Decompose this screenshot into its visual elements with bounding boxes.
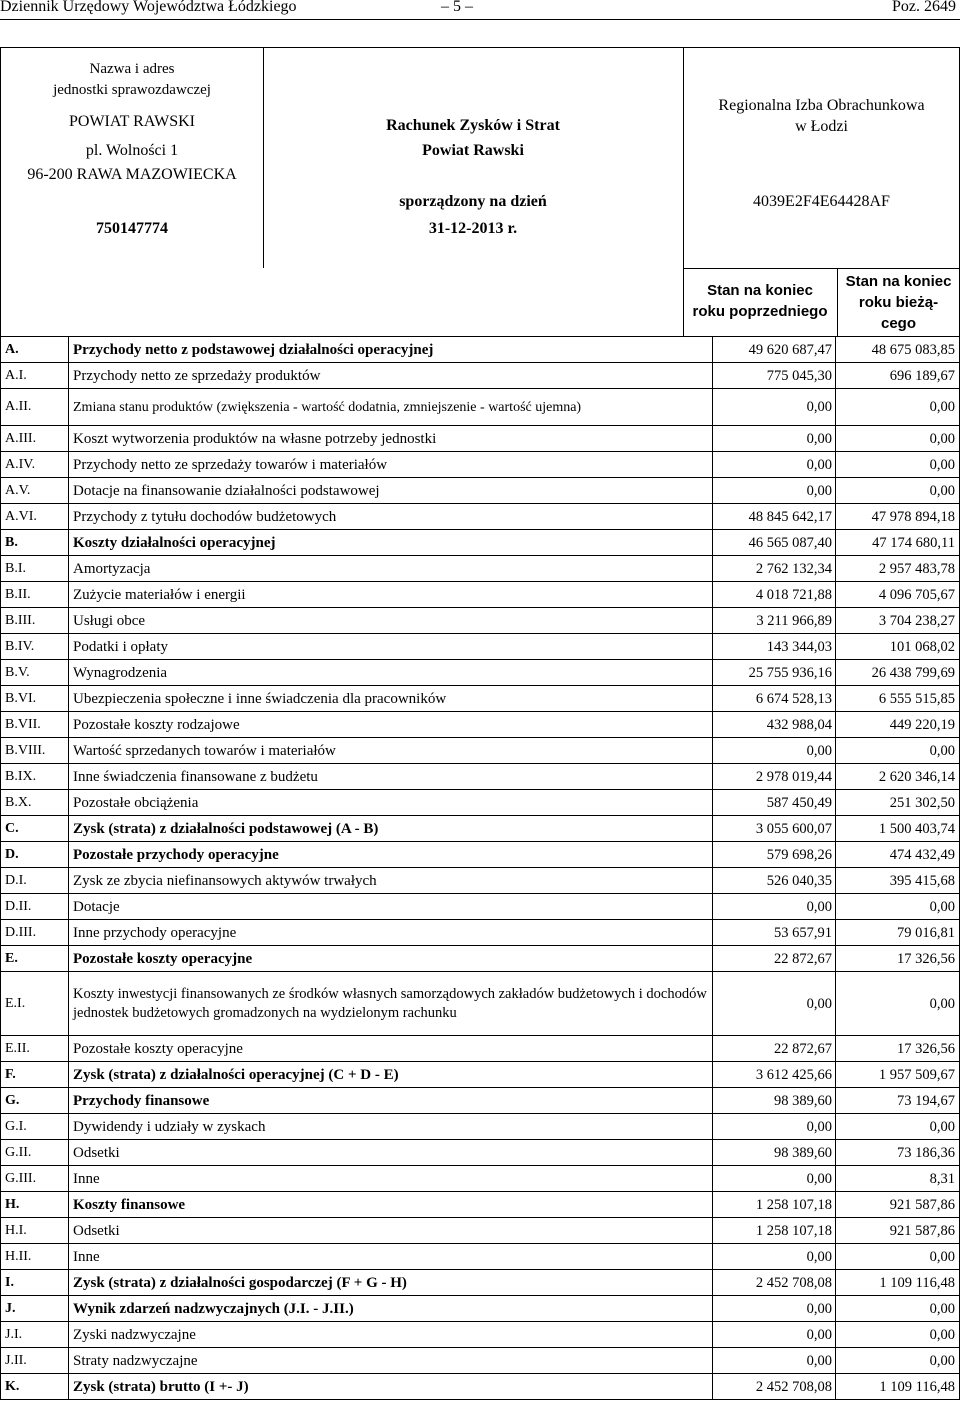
row-prev-value: 0,00 — [713, 1296, 836, 1322]
table-row — [1, 894, 960, 920]
row-code: G.II. — [1, 1140, 69, 1166]
row-description: Inne przychody operacyjne — [69, 920, 713, 946]
row-prev-value: 4 018 721,88 — [713, 582, 836, 608]
table-row — [1, 582, 960, 608]
row-curr-value: 921 587,86 — [836, 1192, 960, 1218]
row-code: K. — [1, 1374, 69, 1400]
table-row — [1, 1114, 960, 1140]
table-row — [1, 1088, 960, 1114]
row-prev-value: 98 389,60 — [713, 1140, 836, 1166]
col-curr-1: Stan na koniec — [845, 273, 952, 290]
row-curr-value: 1 109 116,48 — [836, 1374, 960, 1400]
row-prev-value: 2 452 708,08 — [713, 1374, 836, 1400]
row-description: Inne świadczenia finansowane z budżetu — [69, 764, 713, 790]
row-prev-value: 0,00 — [713, 452, 836, 478]
row-code: A.V. — [1, 478, 69, 504]
table-row — [1, 842, 960, 868]
row-prev-value: 587 450,49 — [713, 790, 836, 816]
row-prev-value: 0,00 — [713, 389, 836, 426]
row-description: Zyski nadzwyczajne — [69, 1322, 713, 1348]
row-code: F. — [1, 1062, 69, 1088]
col-prev-2: roku poprzedniego — [692, 303, 828, 320]
row-curr-value: 474 432,49 — [836, 842, 960, 868]
table-row — [1, 337, 960, 363]
row-prev-value: 143 344,03 — [713, 634, 836, 660]
table-row — [1, 1062, 960, 1088]
table-row — [1, 1296, 960, 1322]
row-curr-value: 0,00 — [836, 1296, 960, 1322]
row-prev-value: 46 565 087,40 — [713, 530, 836, 556]
report-subtitle: Powiat Rawski — [422, 142, 524, 159]
row-code: G. — [1, 1088, 69, 1114]
journal-title: Dziennik Urzędowy Województwa Łódzkiego — [0, 0, 297, 15]
table-row — [1, 556, 960, 582]
row-prev-value: 0,00 — [713, 1322, 836, 1348]
table-row — [1, 816, 960, 842]
row-prev-value: 0,00 — [713, 1166, 836, 1192]
row-description: Ubezpieczenia społeczne i inne świadczenia dla pracowników — [69, 686, 713, 712]
row-prev-value: 0,00 — [713, 478, 836, 504]
row-curr-value: 0,00 — [836, 426, 960, 452]
row-prev-value: 3 211 966,89 — [713, 608, 836, 634]
row-prev-value: 3 612 425,66 — [713, 1062, 836, 1088]
table-row — [1, 1036, 960, 1062]
row-prev-value: 48 845 642,17 — [713, 504, 836, 530]
row-curr-value: 0,00 — [836, 1322, 960, 1348]
row-description: Zysk (strata) z działalności podstawowej (A - B) — [69, 816, 713, 842]
row-prev-value: 526 040,35 — [713, 868, 836, 894]
row-curr-value: 2 620 346,14 — [836, 764, 960, 790]
row-curr-value: 395 415,68 — [836, 868, 960, 894]
row-description: Wynagrodzenia — [69, 660, 713, 686]
row-description: Usługi obce — [69, 608, 713, 634]
row-prev-value: 1 258 107,18 — [713, 1218, 836, 1244]
table-row — [1, 946, 960, 972]
row-description: Dotacje — [69, 894, 713, 920]
row-description: Wartość sprzedanych towarów i materiałów — [69, 738, 713, 764]
table-row — [1, 686, 960, 712]
row-prev-value: 49 620 687,47 — [713, 337, 836, 363]
table-row — [1, 738, 960, 764]
row-prev-value: 0,00 — [713, 1244, 836, 1270]
row-description: Przychody netto z podstawowej działalności operacyjnej — [69, 337, 713, 363]
row-description: Odsetki — [69, 1218, 713, 1244]
row-code: B.IX. — [1, 764, 69, 790]
row-code: A.VI. — [1, 504, 69, 530]
income-statement-table — [0, 336, 960, 1400]
table-row — [1, 660, 960, 686]
row-curr-value: 251 302,50 — [836, 790, 960, 816]
row-curr-value: 0,00 — [836, 452, 960, 478]
row-description: Pozostałe obciążenia — [69, 790, 713, 816]
row-description: Odsetki — [69, 1140, 713, 1166]
col-prev-1: Stan na koniec — [707, 282, 813, 299]
table-row — [1, 1218, 960, 1244]
row-description: Koszt wytworzenia produktów na własne potrzeby jednostki — [69, 426, 713, 452]
row-curr-value: 79 016,81 — [836, 920, 960, 946]
row-prev-value: 0,00 — [713, 1114, 836, 1140]
table-row — [1, 1348, 960, 1374]
row-description: Inne — [69, 1166, 713, 1192]
row-code: A.II. — [1, 389, 69, 426]
row-description: Pozostałe przychody operacyjne — [69, 842, 713, 868]
row-code: B.VIII. — [1, 738, 69, 764]
row-code: D.I. — [1, 868, 69, 894]
unit-street: pl. Wolności 1 — [85, 142, 179, 159]
row-code: A.III. — [1, 426, 69, 452]
row-prev-value: 98 389,60 — [713, 1088, 836, 1114]
row-curr-value: 6 555 515,85 — [836, 686, 960, 712]
report-date: 31-12-2013 r. — [428, 220, 518, 237]
row-description: Przychody netto ze sprzedaży towarów i materiałów — [69, 452, 713, 478]
row-curr-value: 17 326,56 — [836, 1036, 960, 1062]
row-curr-value: 0,00 — [836, 738, 960, 764]
row-description: Zysk (strata) z działalności operacyjnej (C + D - E) — [69, 1062, 713, 1088]
row-description: Przychody z tytułu dochodów budżetowych — [69, 504, 713, 530]
divider — [683, 268, 960, 269]
row-code: I. — [1, 1270, 69, 1296]
row-curr-value: 921 587,86 — [836, 1218, 960, 1244]
row-curr-value: 0,00 — [836, 389, 960, 426]
row-code: J.II. — [1, 1348, 69, 1374]
row-curr-value: 1 109 116,48 — [836, 1270, 960, 1296]
table-row — [1, 504, 960, 530]
row-description: Koszty działalności operacyjnej — [69, 530, 713, 556]
report-header-box — [0, 47, 960, 337]
row-curr-value: 4 096 705,67 — [836, 582, 960, 608]
row-curr-value: 48 675 083,85 — [836, 337, 960, 363]
row-prev-value: 1 258 107,18 — [713, 1192, 836, 1218]
row-code: H.I. — [1, 1218, 69, 1244]
row-code: E. — [1, 946, 69, 972]
row-curr-value: 449 220,19 — [836, 712, 960, 738]
table-row — [1, 530, 960, 556]
row-curr-value: 0,00 — [836, 1348, 960, 1374]
row-curr-value: 0,00 — [836, 1114, 960, 1140]
unit-regon: 750147774 — [96, 220, 168, 237]
row-code: D. — [1, 842, 69, 868]
row-prev-value: 0,00 — [713, 738, 836, 764]
recipient-line-1: Regionalna Izba Obrachunkowa — [718, 97, 925, 114]
row-prev-value: 432 988,04 — [713, 712, 836, 738]
row-description: Koszty inwestycji finansowanych ze środków własnych samorządowych zakładów budżetowych i dochodów jednostek budżetowych gromadzonych na wydzielonym rachunku — [69, 972, 713, 1036]
row-description: Przychody netto ze sprzedaży produktów — [69, 363, 713, 389]
position-number: Poz. 2649 — [892, 0, 956, 15]
row-code: E.I. — [1, 972, 69, 1036]
report-title: Rachunek Zysków i Strat — [386, 117, 560, 134]
table-row — [1, 920, 960, 946]
row-prev-value: 22 872,67 — [713, 1036, 836, 1062]
row-code: B.X. — [1, 790, 69, 816]
table-row — [1, 608, 960, 634]
row-curr-value: 17 326,56 — [836, 946, 960, 972]
table-row — [1, 1166, 960, 1192]
table-row — [1, 712, 960, 738]
row-description: Pozostałe koszty operacyjne — [69, 946, 713, 972]
row-code: B.II. — [1, 582, 69, 608]
row-code: G.I. — [1, 1114, 69, 1140]
row-code: A.IV. — [1, 452, 69, 478]
row-curr-value: 101 068,02 — [836, 634, 960, 660]
row-curr-value: 8,31 — [836, 1166, 960, 1192]
table-row — [1, 1244, 960, 1270]
row-prev-value: 22 872,67 — [713, 946, 836, 972]
row-curr-value: 0,00 — [836, 894, 960, 920]
row-prev-value: 2 452 708,08 — [713, 1270, 836, 1296]
table-row — [1, 363, 960, 389]
row-curr-value: 1 957 509,67 — [836, 1062, 960, 1088]
unit-city: 96-200 RAWA MAZOWIECKA — [27, 166, 237, 183]
row-code: A. — [1, 337, 69, 363]
col-curr-3: cego — [880, 315, 916, 332]
row-curr-value: 73 194,67 — [836, 1088, 960, 1114]
row-prev-value: 2 762 132,34 — [713, 556, 836, 582]
table-row — [1, 478, 960, 504]
row-curr-value: 47 174 680,11 — [836, 530, 960, 556]
row-code: B.I. — [1, 556, 69, 582]
row-prev-value: 579 698,26 — [713, 842, 836, 868]
row-description: Inne — [69, 1244, 713, 1270]
row-curr-value: 26 438 799,69 — [836, 660, 960, 686]
row-curr-value: 73 186,36 — [836, 1140, 960, 1166]
row-prev-value: 6 674 528,13 — [713, 686, 836, 712]
table-row — [1, 634, 960, 660]
row-code: H. — [1, 1192, 69, 1218]
row-description: Zysk ze zbycia niefinansowych aktywów trwałych — [69, 868, 713, 894]
row-code: B.V. — [1, 660, 69, 686]
row-description: Zużycie materiałów i energii — [69, 582, 713, 608]
row-description: Amortyzacja — [69, 556, 713, 582]
row-prev-value: 0,00 — [713, 972, 836, 1036]
row-curr-value: 3 704 238,27 — [836, 608, 960, 634]
row-code: B.VI. — [1, 686, 69, 712]
row-code: D.III. — [1, 920, 69, 946]
row-code: C. — [1, 816, 69, 842]
row-description: Przychody finansowe — [69, 1088, 713, 1114]
table-row — [1, 1192, 960, 1218]
table-row — [1, 1322, 960, 1348]
table-row — [1, 1270, 960, 1296]
page-number: – 5 – — [441, 0, 473, 15]
row-prev-value: 0,00 — [713, 1348, 836, 1374]
row-description: Pozostałe koszty operacyjne — [69, 1036, 713, 1062]
row-code: A.I. — [1, 363, 69, 389]
table-row — [1, 1140, 960, 1166]
row-description: Zmiana stanu produktów (zwiększenia - wartość dodatnia, zmniejszenie - wartość ujemna) — [69, 389, 713, 426]
row-prev-value: 775 045,30 — [713, 363, 836, 389]
table-row — [1, 1374, 960, 1400]
header-rule — [0, 19, 960, 20]
row-curr-value: 0,00 — [836, 972, 960, 1036]
row-curr-value: 2 957 483,78 — [836, 556, 960, 582]
unit-caption-2: jednostki sprawozdawczej — [53, 82, 211, 98]
table-row — [1, 868, 960, 894]
row-description: Koszty finansowe — [69, 1192, 713, 1218]
table-row — [1, 452, 960, 478]
row-curr-value: 0,00 — [836, 1244, 960, 1270]
row-code: D.II. — [1, 894, 69, 920]
row-curr-value: 47 978 894,18 — [836, 504, 960, 530]
row-description: Straty nadzwyczajne — [69, 1348, 713, 1374]
row-curr-value: 0,00 — [836, 478, 960, 504]
row-description: Pozostałe koszty rodzajowe — [69, 712, 713, 738]
row-curr-value: 696 189,67 — [836, 363, 960, 389]
row-code: H.II. — [1, 1244, 69, 1270]
row-description: Dywidendy i udziały w zyskach — [69, 1114, 713, 1140]
row-description: Dotacje na finansowanie działalności podstawowej — [69, 478, 713, 504]
row-code: G.III. — [1, 1166, 69, 1192]
row-code: E.II. — [1, 1036, 69, 1062]
row-prev-value: 2 978 019,44 — [713, 764, 836, 790]
row-description: Wynik zdarzeń nadzwyczajnych (J.I. - J.II.) — [69, 1296, 713, 1322]
report-date-caption: sporządzony na dzień — [399, 193, 547, 210]
row-description: Zysk (strata) brutto (I +- J) — [69, 1374, 713, 1400]
row-code: B.VII. — [1, 712, 69, 738]
page-header — [0, 0, 960, 20]
row-prev-value: 3 055 600,07 — [713, 816, 836, 842]
row-prev-value: 25 755 936,16 — [713, 660, 836, 686]
row-prev-value: 0,00 — [713, 426, 836, 452]
row-curr-value: 1 500 403,74 — [836, 816, 960, 842]
row-code: J. — [1, 1296, 69, 1322]
row-prev-value: 53 657,91 — [713, 920, 836, 946]
table-row — [1, 972, 960, 1036]
row-code: B.III. — [1, 608, 69, 634]
unit-caption-1: Nazwa i adres — [89, 61, 175, 77]
row-description: Podatki i opłaty — [69, 634, 713, 660]
row-description: Zysk (strata) z działalności gospodarczej (F + G - H) — [69, 1270, 713, 1296]
row-code: B. — [1, 530, 69, 556]
recipient-id: 4039E2F4E64428AF — [753, 193, 890, 210]
row-code: J.I. — [1, 1322, 69, 1348]
row-prev-value: 0,00 — [713, 894, 836, 920]
col-curr-2: roku bieżą- — [858, 294, 939, 311]
table-row — [1, 426, 960, 452]
table-row — [1, 764, 960, 790]
unit-name: POWIAT RAWSKI — [69, 113, 195, 130]
table-row — [1, 790, 960, 816]
recipient-line-2: w Łodzi — [795, 118, 848, 135]
table-row — [1, 389, 960, 426]
row-code: B.IV. — [1, 634, 69, 660]
